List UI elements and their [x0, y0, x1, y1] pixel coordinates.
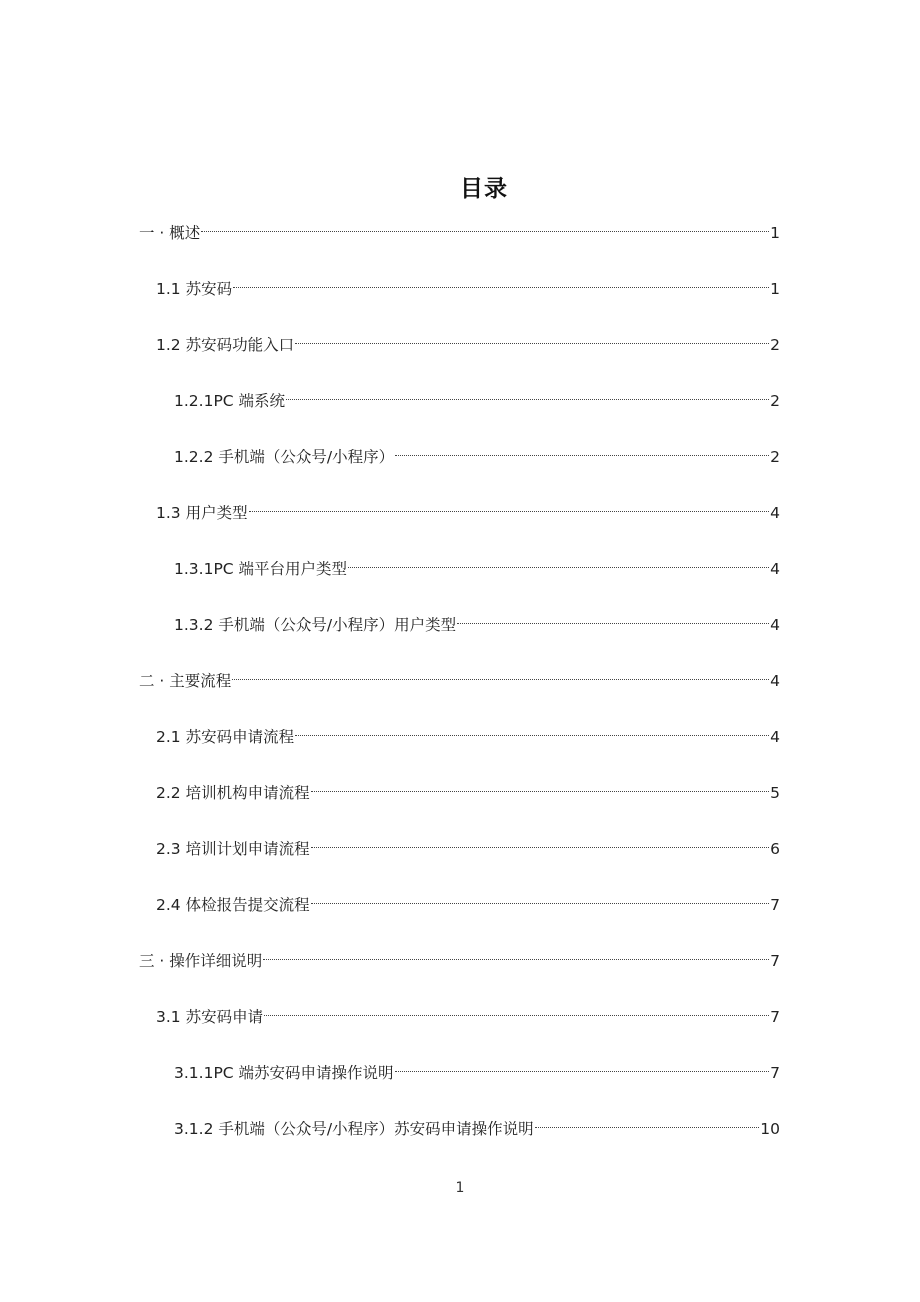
toc-entry[interactable] [174, 1061, 780, 1085]
toc-dot-leader [263, 959, 769, 960]
toc-entry-page: 4 [770, 616, 780, 634]
toc-entry[interactable] [156, 837, 780, 861]
toc-dot-leader [457, 623, 769, 624]
toc-entry[interactable] [156, 893, 780, 917]
toc-entry-page: 7 [770, 1064, 780, 1082]
toc-entry-text: 1.3.1PC 端平台用户类型 [174, 560, 348, 578]
toc-entry-text: 2.3 培训计划申请流程 [156, 840, 310, 858]
toc-entry-text: 三 · 操作详细说明 [139, 952, 263, 970]
toc-entry-page: 2 [770, 336, 780, 354]
toc-entry-text: 1.2.2 手机端（公众号/小程序） [174, 448, 395, 466]
toc-entry-page: 6 [770, 840, 780, 858]
toc-entry[interactable] [139, 669, 780, 693]
toc-entry-text: 二 · 主要流程 [139, 672, 232, 690]
toc-entry-page: 2 [770, 392, 780, 410]
toc-dot-leader [395, 455, 769, 456]
toc-dot-leader [311, 791, 770, 792]
toc-entry[interactable] [174, 613, 780, 637]
toc-dot-leader [264, 1015, 769, 1016]
toc-dot-leader [232, 679, 769, 680]
toc-entry[interactable] [156, 781, 780, 805]
toc-entry[interactable] [174, 389, 780, 413]
toc-entry[interactable] [174, 445, 780, 469]
toc-entry[interactable] [156, 1005, 780, 1029]
toc-entry-text: 1.2.1PC 端系统 [174, 392, 286, 410]
toc-entry-page: 7 [770, 1008, 780, 1026]
toc-entry-page: 1 [770, 224, 780, 242]
toc-entry[interactable] [139, 949, 780, 973]
toc-entry[interactable] [156, 501, 780, 525]
toc-entry-text: 1.2 苏安码功能入口 [156, 336, 295, 354]
toc-entry-page: 10 [760, 1120, 780, 1138]
toc-dot-leader [348, 567, 769, 568]
toc-entry-text: 3.1.1PC 端苏安码申请操作说明 [174, 1064, 394, 1082]
toc-dot-leader [535, 1127, 760, 1128]
toc-entry-page: 4 [770, 560, 780, 578]
toc-dot-leader [295, 343, 769, 344]
toc-title: 目录 [460, 176, 508, 202]
toc-entry-text: 一 · 概述 [139, 224, 201, 242]
toc-dot-leader [286, 399, 769, 400]
toc-entry-text: 1.1 苏安码 [156, 280, 233, 298]
page-number: 1 [455, 1180, 465, 1196]
toc-entry-text: 3.1 苏安码申请 [156, 1008, 264, 1026]
toc-entry[interactable] [139, 221, 780, 245]
toc-entry[interactable] [156, 725, 780, 749]
toc-entry[interactable] [156, 277, 780, 301]
toc-entry-text: 1.3.2 手机端（公众号/小程序）用户类型 [174, 616, 457, 634]
toc-dot-leader [311, 903, 770, 904]
toc-entry-page: 4 [770, 728, 780, 746]
toc-dot-leader [233, 287, 769, 288]
toc-dot-leader [249, 511, 770, 512]
toc-entry-page: 4 [770, 672, 780, 690]
toc-entry[interactable] [174, 1117, 780, 1141]
toc-dot-leader [295, 735, 769, 736]
toc-entry-text: 2.1 苏安码申请流程 [156, 728, 295, 746]
toc-entry[interactable] [174, 557, 780, 581]
toc-dot-leader [201, 231, 769, 232]
toc-dot-leader [395, 1071, 770, 1072]
toc-entry-text: 2.2 培训机构申请流程 [156, 784, 310, 802]
toc-entry-page: 5 [770, 784, 780, 802]
toc-entry-page: 7 [770, 896, 780, 914]
toc-dot-leader [311, 847, 770, 848]
toc-entry-page: 4 [770, 504, 780, 522]
toc-entry-page: 7 [770, 952, 780, 970]
toc-entry[interactable] [156, 333, 780, 357]
toc-entry-page: 2 [770, 448, 780, 466]
toc-entry-text: 2.4 体检报告提交流程 [156, 896, 310, 914]
toc-entry-text: 1.3 用户类型 [156, 504, 248, 522]
toc-entry-page: 1 [770, 280, 780, 298]
toc-entry-text: 3.1.2 手机端（公众号/小程序）苏安码申请操作说明 [174, 1120, 534, 1138]
